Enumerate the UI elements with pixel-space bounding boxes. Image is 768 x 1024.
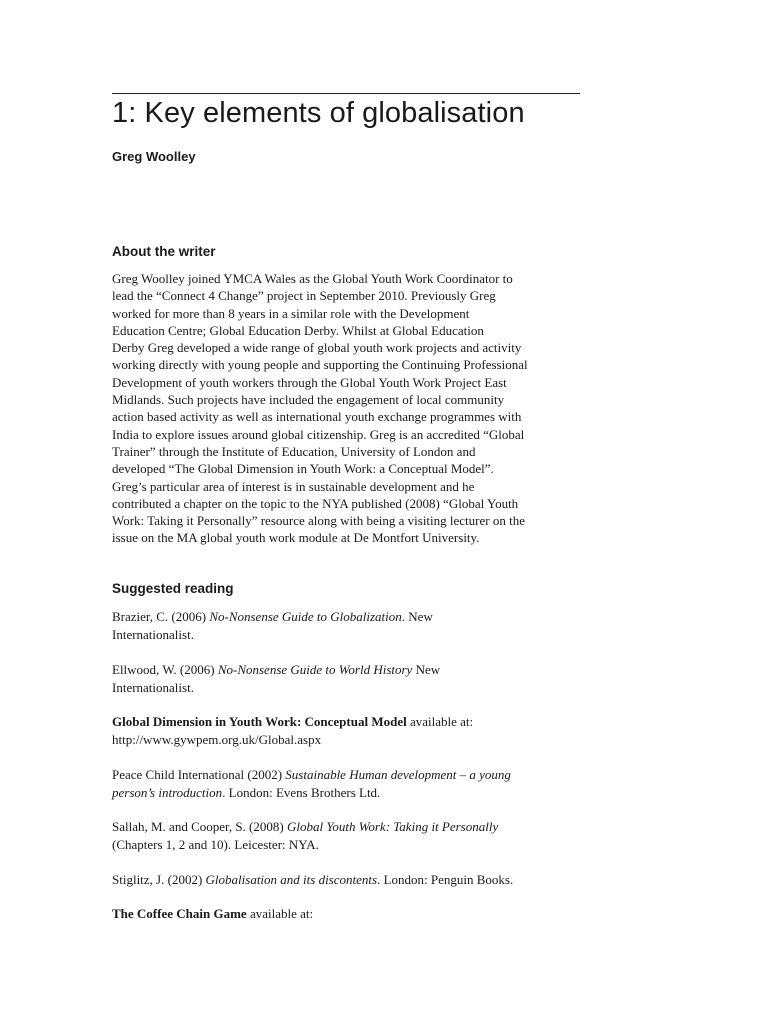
about-line: Greg Woolley joined YMCA Wales as the Global Youth Work Coordinator to: [112, 271, 513, 286]
about-line: issue on the MA global youth work module at De Montfort University.: [112, 530, 480, 546]
author-name: Greg Woolley: [112, 149, 196, 164]
about-line: India to explore issues around global citizenship. Greg is an accredited “Global: [112, 426, 525, 442]
about-line: Greg’s particular area of interest is in sustainable development and he: [112, 478, 475, 494]
about-line: Education Centre; Global Education Derby. Whilst at Global Education: [112, 322, 484, 338]
ref-available-at: available at:: [406, 714, 474, 729]
about-heading: About the writer: [112, 244, 216, 259]
ref-title: Globalisation and its discontents: [205, 872, 378, 887]
ref-title: No-Nonsense Guide to Globalization: [209, 609, 402, 624]
ref-publisher-line: Internationalist.: [112, 626, 194, 642]
ref-title: Global Youth Work: Taking it Personally: [286, 819, 499, 834]
about-line: Midlands. Such projects have included the engagement of local community: [112, 392, 505, 408]
reference-item: [112, 905, 582, 923]
ref-title-continued: person’s introduction: [112, 784, 223, 800]
ref-publisher: . London: Penguin Books.: [377, 872, 514, 887]
chapter-title: 1: Key elements of globalisation: [112, 97, 525, 129]
reference-item: [112, 713, 582, 748]
about-line: Work: Taking it Personally” resource along with being a visiting lecturer on the: [112, 513, 525, 529]
ref-author: Peace Child International (2002): [112, 767, 286, 782]
reference-item: [112, 661, 582, 696]
about-line: working directly with young people and supporting the Continuing Professional: [112, 357, 528, 373]
about-line: Trainer” through the Institute of Education, University of London and: [112, 443, 476, 459]
about-body: [112, 270, 582, 547]
ref-available-at: available at:: [246, 906, 314, 921]
reading-heading: Suggested reading: [112, 581, 234, 596]
ref-publisher: . London: Evens Brothers Ltd.: [222, 784, 381, 800]
ref-title: No-Nonsense Guide to World History: [217, 662, 413, 677]
reference-item: [112, 871, 582, 889]
ref-author: Ellwood, W. (2006): [112, 662, 218, 677]
about-line: Development of youth workers through the Global Youth Work Project East: [112, 374, 507, 390]
ref-url[interactable]: http://www.gywpem.org.uk/Global.aspx: [112, 731, 322, 747]
about-line: contributed a chapter on the topic to the NYA published (2008) “Global Youth: [112, 495, 519, 511]
ref-title: Sustainable Human development – a young: [285, 767, 511, 782]
about-line: lead the “Connect 4 Change” project in September 2010. Previously Greg: [112, 288, 496, 304]
reference-item: [112, 766, 582, 801]
reference-item: [112, 608, 582, 643]
ref-publisher-line: Internationalist.: [112, 679, 194, 695]
ref-publisher: . New: [401, 609, 433, 624]
ref-resource-name: The Coffee Chain Game: [112, 906, 247, 921]
ref-publisher-line: (Chapters 1, 2 and 10). Leicester: NYA.: [112, 836, 319, 852]
ref-author: Brazier, C. (2006): [112, 609, 210, 624]
about-line: worked for more than 8 years in a similar role with the Development: [112, 305, 470, 321]
ref-resource-name: Global Dimension in Youth Work: Conceptual Model: [112, 714, 407, 729]
ref-author: Sallah, M. and Cooper, S. (2008): [112, 819, 287, 834]
about-line: Derby Greg developed a wide range of global youth work projects and activity: [112, 340, 522, 356]
reference-item: [112, 818, 582, 853]
ref-author: Stiglitz, J. (2002): [112, 872, 206, 887]
ref-publisher: New: [412, 662, 441, 677]
about-line: developed “The Global Dimension in Youth Work: a Conceptual Model”.: [112, 461, 494, 477]
about-line: action based activity as well as international youth exchange programmes with: [112, 409, 522, 425]
